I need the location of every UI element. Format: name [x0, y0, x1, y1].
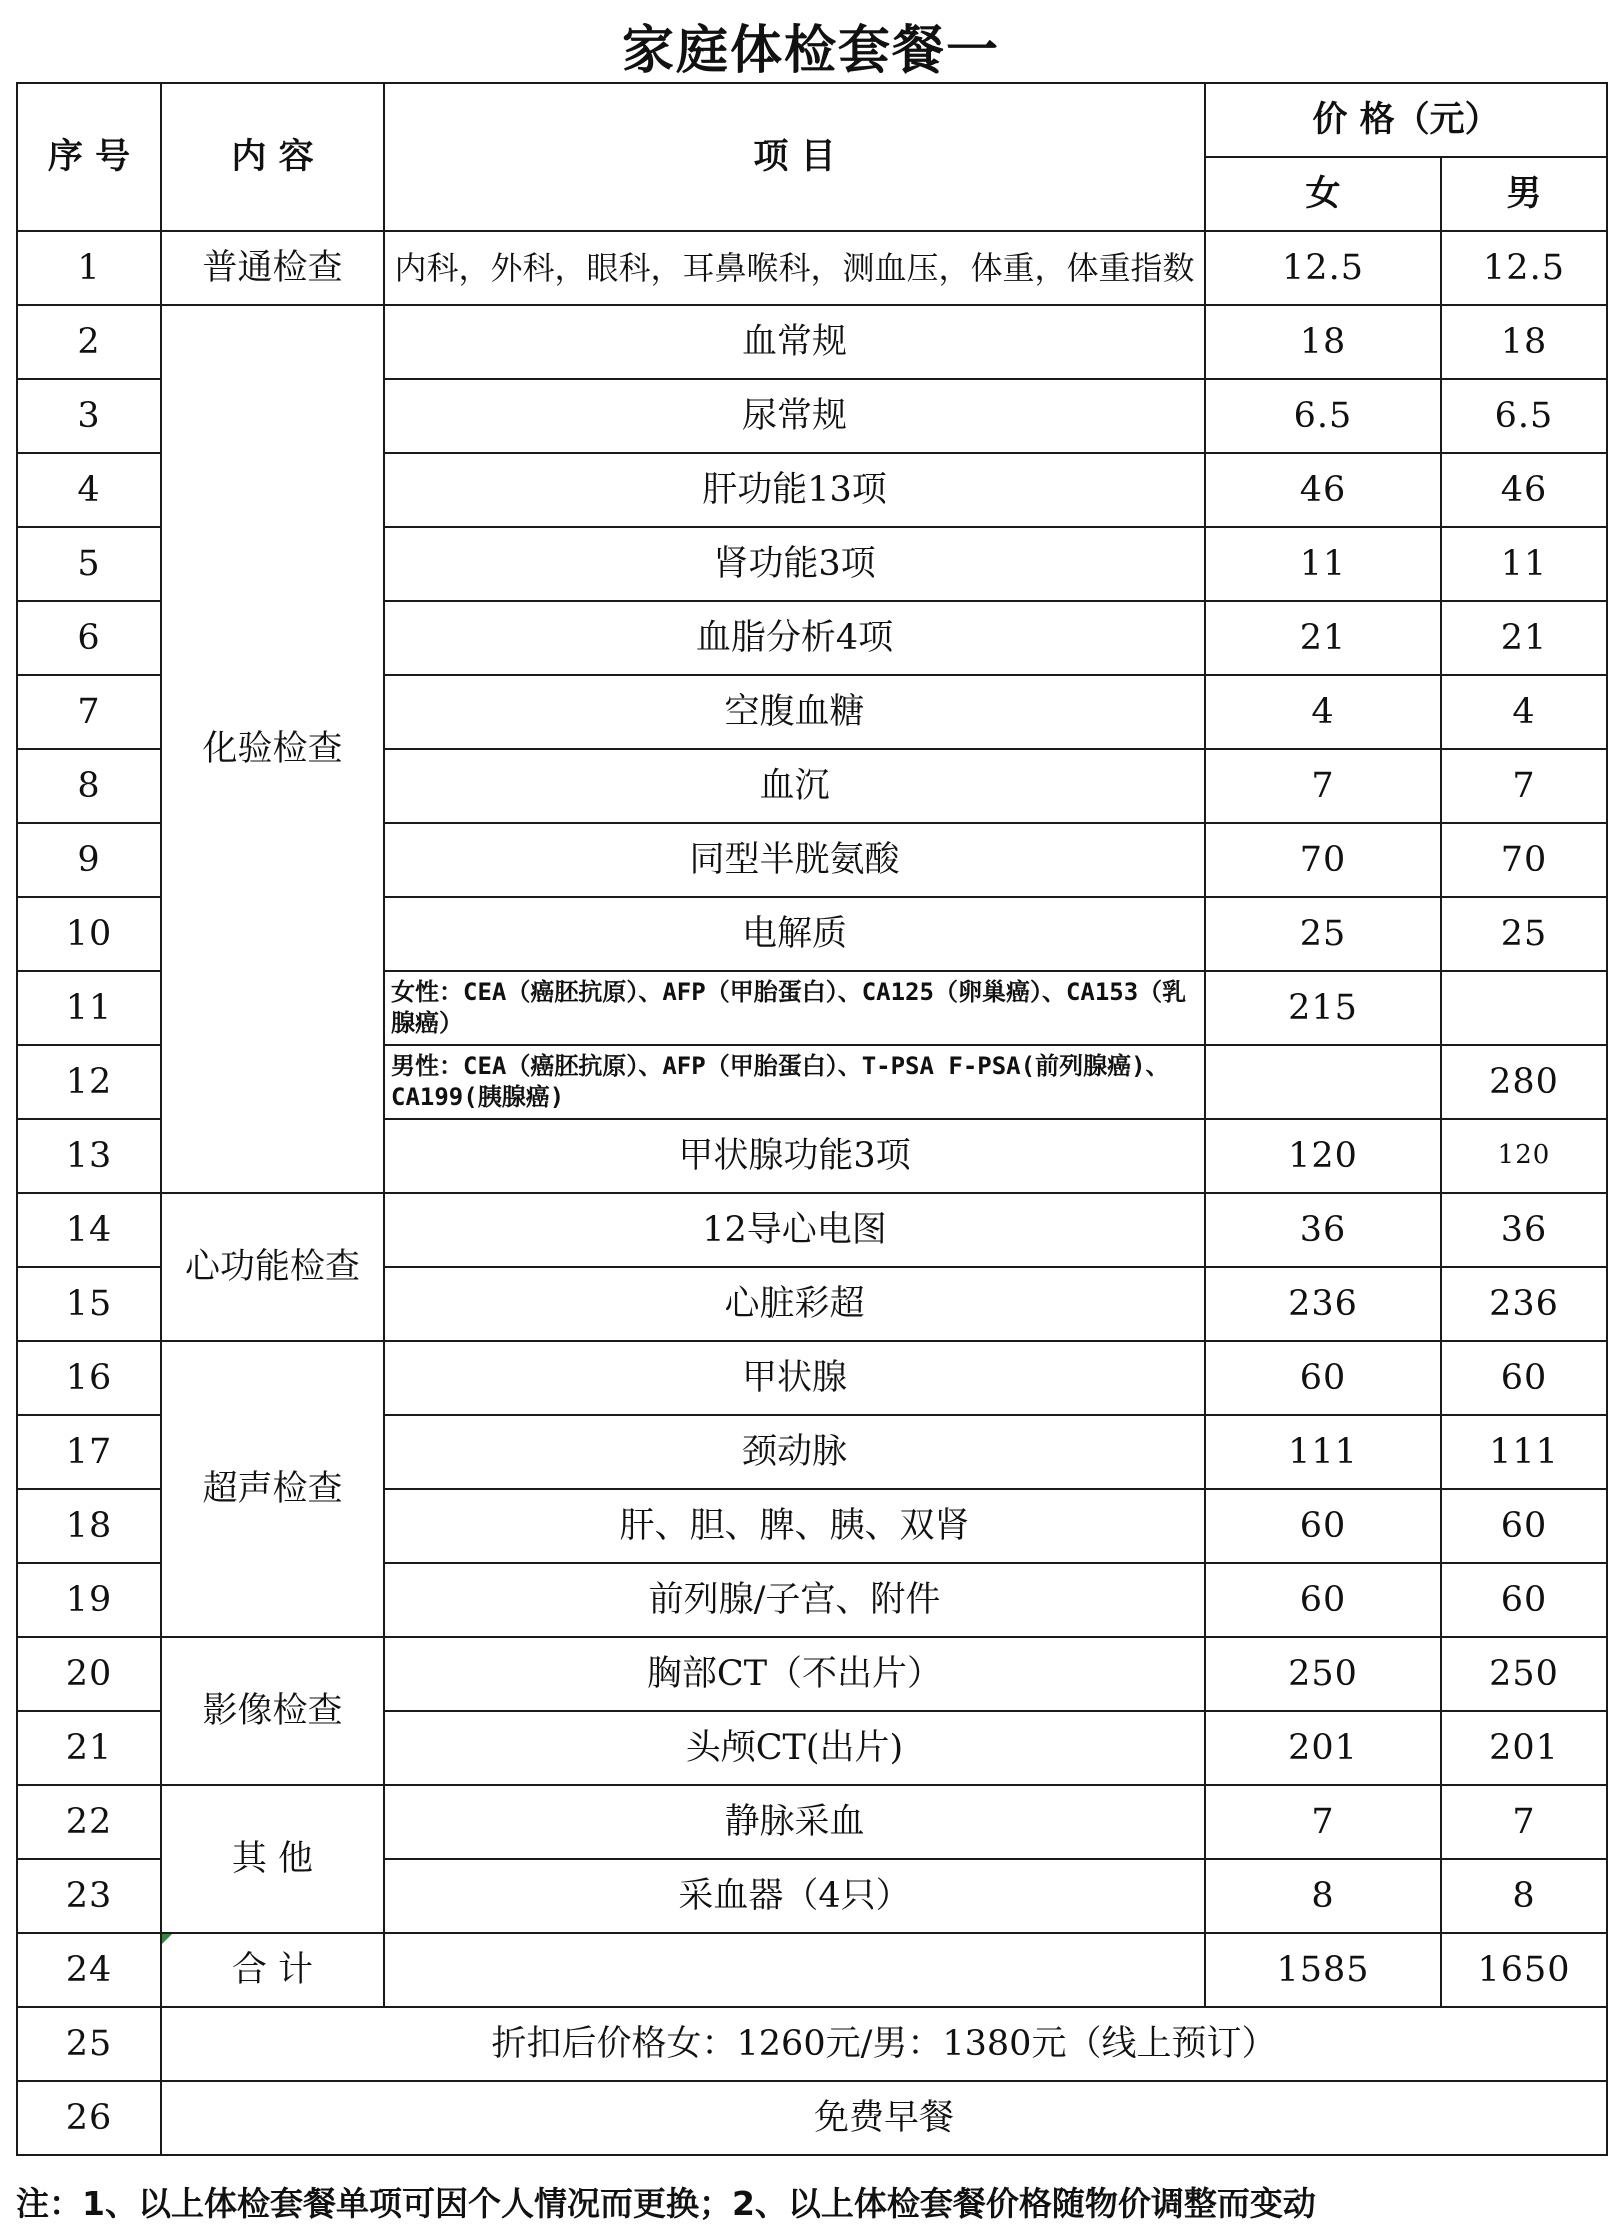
price-female: 60: [1205, 1489, 1441, 1563]
table-row: [17, 1193, 1607, 1267]
price-male: 36: [1441, 1193, 1607, 1267]
discount-row: [17, 2007, 1607, 2081]
row-number: 22: [17, 1785, 161, 1859]
table-row: [17, 231, 1607, 305]
price-male: 7: [1441, 1785, 1607, 1859]
footnote: 注：1、以上体检套餐单项可因个人情况而更换；2、以上体检套餐价格随物价调整而变动: [16, 2184, 1316, 2223]
row-number: 1: [17, 231, 161, 305]
price-female: 250: [1205, 1637, 1441, 1711]
item-cell: 同型半胱氨酸: [384, 823, 1205, 897]
price-male: 8: [1441, 1859, 1607, 1933]
price-male: 11: [1441, 527, 1607, 601]
price-female: 111: [1205, 1415, 1441, 1489]
item-cell: 头颅CT(出片): [384, 1711, 1205, 1785]
price-female: 12.5: [1205, 231, 1441, 305]
total-female: 1585: [1205, 1933, 1441, 2007]
item-cell: 颈动脉: [384, 1415, 1205, 1489]
price-female: 7: [1205, 749, 1441, 823]
header-female: 女: [1205, 157, 1441, 231]
row-number: 4: [17, 453, 161, 527]
price-male: 25: [1441, 897, 1607, 971]
category-cell: 心功能检查: [161, 1193, 384, 1341]
price-male: 250: [1441, 1637, 1607, 1711]
item-cell: 女性：CEA（癌胚抗原）、AFP（甲胎蛋白）、CA125（卵巢癌）、CA153（乳腺癌）: [384, 971, 1205, 1045]
total-label-text: 合 计: [231, 1949, 314, 1990]
price-male: 6.5: [1441, 379, 1607, 453]
category-cell: 超声检查: [161, 1341, 384, 1637]
price-female: 36: [1205, 1193, 1441, 1267]
price-male: [1441, 971, 1607, 1045]
row-number: 5: [17, 527, 161, 601]
price-male: 70: [1441, 823, 1607, 897]
price-female: 11: [1205, 527, 1441, 601]
row-number: 10: [17, 897, 161, 971]
item-cell: 心脏彩超: [384, 1267, 1205, 1341]
table-row: [17, 1637, 1607, 1711]
price-female: 215: [1205, 971, 1441, 1045]
price-female: 7: [1205, 1785, 1441, 1859]
table-row: [17, 305, 1607, 379]
row-number: 23: [17, 1859, 161, 1933]
price-male: 60: [1441, 1489, 1607, 1563]
price-male: 46: [1441, 453, 1607, 527]
row-number: 2: [17, 305, 161, 379]
price-male: 120: [1441, 1119, 1607, 1193]
price-male: 7: [1441, 749, 1607, 823]
checkup-price-table: [16, 82, 1608, 2156]
item-cell: 肝功能13项: [384, 453, 1205, 527]
price-male: 21: [1441, 601, 1607, 675]
item-cell: 血沉: [384, 749, 1205, 823]
row-number: 9: [17, 823, 161, 897]
price-male: 18: [1441, 305, 1607, 379]
header-content: 内 容: [161, 83, 384, 231]
price-female: 70: [1205, 823, 1441, 897]
row-number: 15: [17, 1267, 161, 1341]
header-row: [17, 83, 1607, 157]
price-female: 25: [1205, 897, 1441, 971]
table-row: [17, 1341, 1607, 1415]
item-cell: 胸部CT（不出片）: [384, 1637, 1205, 1711]
item-cell: 尿常规: [384, 379, 1205, 453]
item-cell: 空腹血糖: [384, 675, 1205, 749]
row-number: 14: [17, 1193, 161, 1267]
row-number: 7: [17, 675, 161, 749]
item-cell: [384, 1933, 1205, 2007]
price-female: 60: [1205, 1341, 1441, 1415]
price-female: 8: [1205, 1859, 1441, 1933]
row-number: 8: [17, 749, 161, 823]
price-male: 4: [1441, 675, 1607, 749]
price-female: 201: [1205, 1711, 1441, 1785]
price-male: 111: [1441, 1415, 1607, 1489]
item-cell: 内科，外科，眼科，耳鼻喉科，测血压，体重，体重指数: [384, 231, 1205, 305]
row-number: 21: [17, 1711, 161, 1785]
item-cell: 甲状腺功能3项: [384, 1119, 1205, 1193]
item-cell: 电解质: [384, 897, 1205, 971]
item-cell: 静脉采血: [384, 1785, 1205, 1859]
price-male: 236: [1441, 1267, 1607, 1341]
row-number: 19: [17, 1563, 161, 1637]
category-cell: 影像检查: [161, 1637, 384, 1785]
price-male: 60: [1441, 1563, 1607, 1637]
breakfast-row: [17, 2081, 1607, 2155]
row-number: 26: [17, 2081, 161, 2155]
cell-marker-icon: [162, 1934, 172, 1944]
item-cell: 12导心电图: [384, 1193, 1205, 1267]
category-cell: 化验检查: [161, 305, 384, 1193]
item-cell: 血脂分析4项: [384, 601, 1205, 675]
row-number: 18: [17, 1489, 161, 1563]
price-female: 21: [1205, 601, 1441, 675]
price-female: 60: [1205, 1563, 1441, 1637]
header-male: 男: [1441, 157, 1607, 231]
item-cell: 男性：CEA（癌胚抗原）、AFP（甲胎蛋白）、T-PSA F-PSA(前列腺癌)、CA199(胰腺癌): [384, 1045, 1205, 1119]
row-number: 20: [17, 1637, 161, 1711]
item-cell: 肾功能3项: [384, 527, 1205, 601]
table-row: [17, 1785, 1607, 1859]
item-cell: 甲状腺: [384, 1341, 1205, 1415]
header-price: 价 格（元）: [1205, 83, 1607, 157]
price-female: 46: [1205, 453, 1441, 527]
header-item: 项 目: [384, 83, 1205, 231]
category-cell: 普通检查: [161, 231, 384, 305]
item-cell: 血常规: [384, 305, 1205, 379]
price-male: 201: [1441, 1711, 1607, 1785]
price-male: 60: [1441, 1341, 1607, 1415]
discount-text: 折扣后价格女：1260元/男：1380元（线上预订）: [161, 2007, 1607, 2081]
item-cell: 前列腺/子宫、附件: [384, 1563, 1205, 1637]
row-number: 6: [17, 601, 161, 675]
total-label: [161, 1933, 384, 2007]
price-female: [1205, 1045, 1441, 1119]
page-title: 家庭体检套餐一: [621, 21, 1000, 81]
price-female: 4: [1205, 675, 1441, 749]
price-female: 120: [1205, 1119, 1441, 1193]
total-male: 1650: [1441, 1933, 1607, 2007]
row-number: 24: [17, 1933, 161, 2007]
breakfast-text: 免费早餐: [161, 2081, 1607, 2155]
row-number: 11: [17, 971, 161, 1045]
header-seq: 序 号: [17, 83, 161, 231]
row-number: 13: [17, 1119, 161, 1193]
row-number: 25: [17, 2007, 161, 2081]
row-number: 17: [17, 1415, 161, 1489]
row-number: 16: [17, 1341, 161, 1415]
row-number: 3: [17, 379, 161, 453]
item-cell: 肝、胆、脾、胰、双肾: [384, 1489, 1205, 1563]
price-female: 6.5: [1205, 379, 1441, 453]
total-row: [17, 1933, 1607, 2007]
price-male: 280: [1441, 1045, 1607, 1119]
price-female: 18: [1205, 305, 1441, 379]
price-female: 236: [1205, 1267, 1441, 1341]
item-cell: 采血器（4只）: [384, 1859, 1205, 1933]
price-male: 12.5: [1441, 231, 1607, 305]
row-number: 12: [17, 1045, 161, 1119]
category-cell: 其 他: [161, 1785, 384, 1933]
